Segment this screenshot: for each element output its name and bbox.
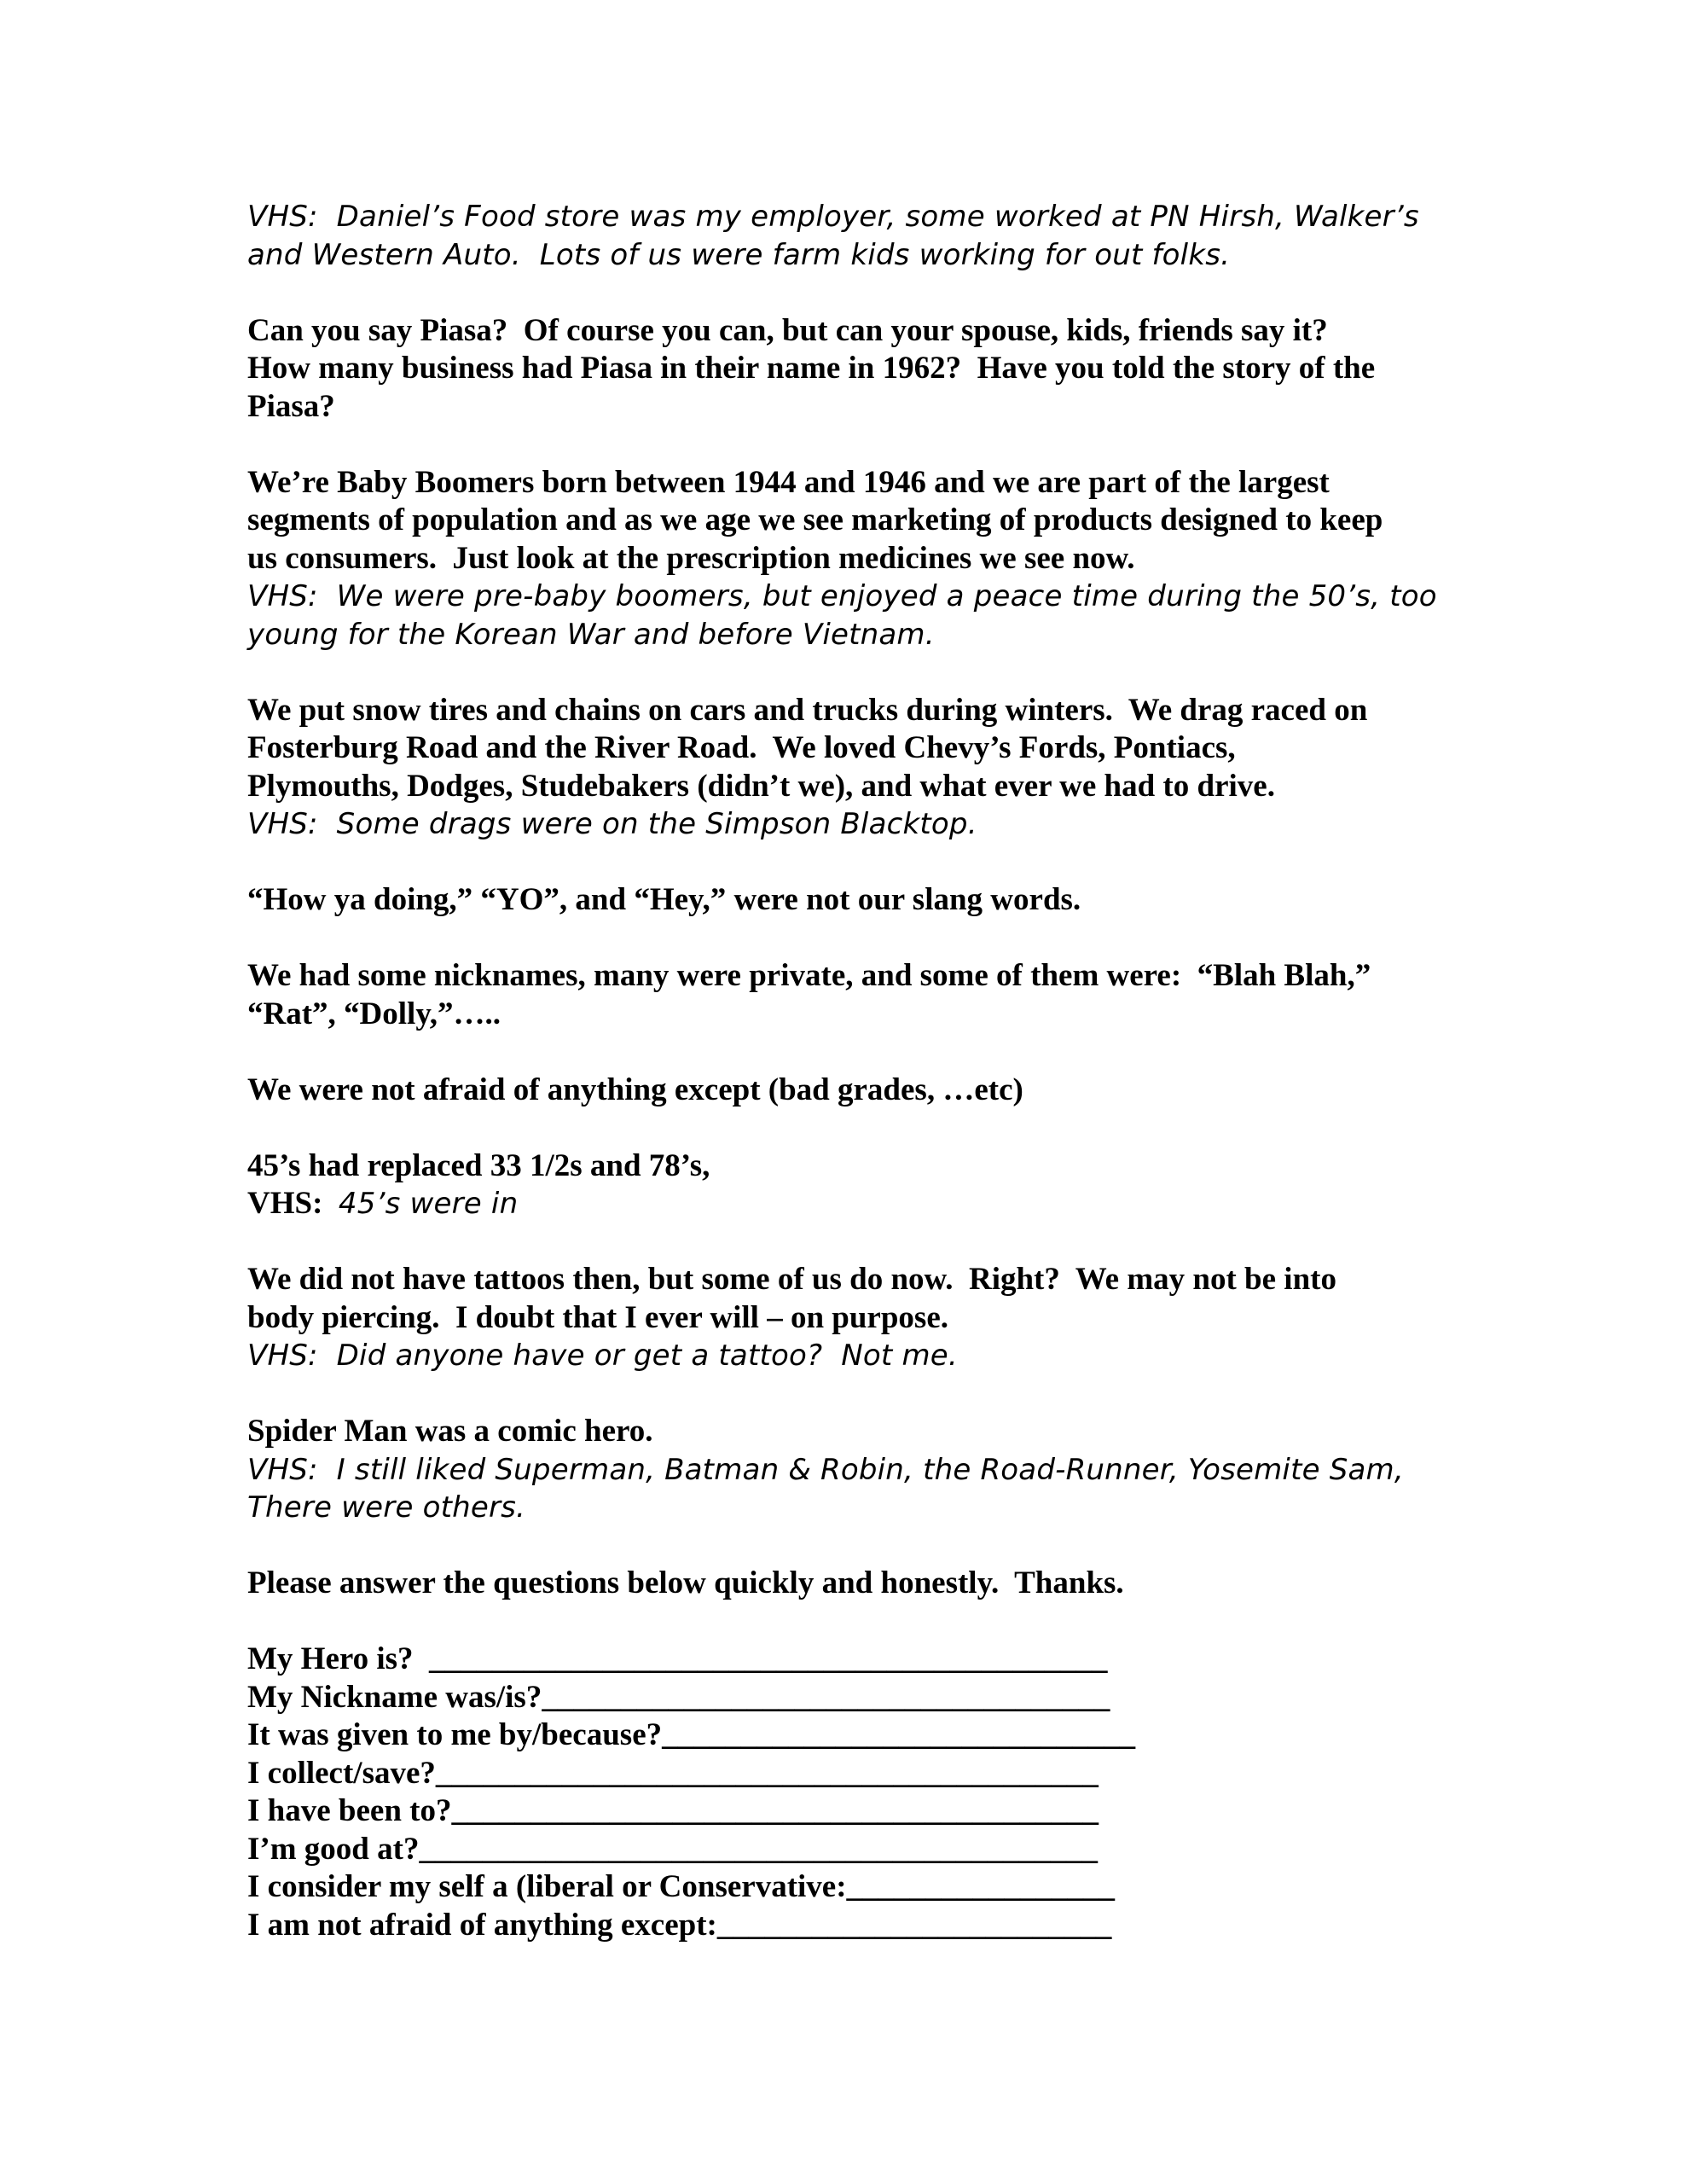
- question-been-to[interactable]: I have been to?_________________________________________: [247, 1793, 1099, 1828]
- text-line: segments of population and as we age we see marketing of products designed to keep: [247, 502, 1383, 537]
- vhs-label: VHS:: [247, 1186, 339, 1221]
- text-line: Please answer the questions below quickly and honestly. Thanks.: [247, 1565, 1124, 1600]
- text-line: How many business had Piasa in their name in 1962? Have you told the story of the: [247, 351, 1376, 386]
- text-line: There were others.: [247, 1490, 526, 1525]
- text-line: Can you say Piasa? Of course you can, but can your spouse, kids, friends say it?: [247, 312, 1328, 348]
- paragraph-tattoos: [247, 1261, 1475, 1337]
- text-line: Plymouths, Dodges, Studebakers (didn’t we), and what ever we had to drive.: [247, 768, 1275, 804]
- question-good-at[interactable]: I’m good at?___________________________________________: [247, 1831, 1098, 1867]
- document-page: [247, 198, 1475, 1944]
- vhs-note-tattoos: [247, 1337, 1475, 1375]
- question-hero[interactable]: My Hero is? ___________________________________________: [247, 1641, 1108, 1676]
- text-line: “Rat”, “Dolly,”…..: [247, 996, 501, 1031]
- text-line: We were not afraid of anything except (bad grades, …etc): [247, 1072, 1023, 1107]
- text-line: Fosterburg Road and the River Road. We loved Chevy’s Fords, Pontiacs,: [247, 730, 1236, 765]
- paragraph-baby-boomers: [247, 464, 1475, 578]
- question-nickname[interactable]: My Nickname was/is?____________________________________: [247, 1679, 1110, 1715]
- paragraph-nicknames: [247, 957, 1475, 1033]
- paragraph-afraid: [247, 1072, 1475, 1110]
- text-line: us consumers. Just look at the prescription medicines we see now.: [247, 540, 1135, 576]
- text-line: VHS: I still liked Superman, Batman & Robin, the Road-Runner, Yosemite Sam,: [247, 1452, 1404, 1487]
- question-afraid[interactable]: I am not afraid of anything except:_________________________: [247, 1907, 1112, 1943]
- text-line: We did not have tattoos then, but some of us do now. Right? We may not be into: [247, 1262, 1336, 1297]
- question-collect[interactable]: I collect/save?__________________________________________: [247, 1755, 1099, 1791]
- text-line: VHS: Daniel’s Food store was my employer, some worked at PN Hirsh, Walker’s: [247, 200, 1419, 234]
- text-line: “How ya doing,” “YO”, and “Hey,” were not our slang words.: [247, 882, 1081, 917]
- vhs-records-line: [247, 1185, 1475, 1223]
- paragraph-piasa: [247, 312, 1475, 427]
- vhs-note-boomers: [247, 578, 1475, 653]
- vhs-note-cars: [247, 805, 1475, 844]
- vhs-note-daniels: [247, 198, 1475, 274]
- vhs-note-heroes: [247, 1451, 1475, 1527]
- text-line: VHS: Did anyone have or get a tattoo? Not me.: [247, 1339, 958, 1373]
- text-line: VHS: Some drags were on the Simpson Blacktop.: [247, 807, 977, 841]
- paragraph-spiderman: [247, 1413, 1475, 1451]
- text-line: Spider Man was a comic hero.: [247, 1414, 653, 1449]
- text-line: Piasa?: [247, 388, 335, 424]
- vhs-records-note: 45’s were in: [338, 1187, 519, 1221]
- text-line: body piercing. I doubt that I ever will – on purpose.: [247, 1299, 949, 1335]
- text-line: We’re Baby Boomers born between 1944 and 1946 and we are part of the largest: [247, 464, 1330, 500]
- text-line: 45’s had replaced 33 1/2s and 78’s,: [247, 1147, 710, 1183]
- paragraph-slang: [247, 881, 1475, 920]
- text-line: We put snow tires and chains on cars and trucks during winters. We drag raced on: [247, 692, 1368, 728]
- text-line: young for the Korean War and before Vietnam.: [247, 617, 935, 652]
- text-line: VHS: We were pre-baby boomers, but enjoyed a peace time during the 50’s, too: [247, 579, 1437, 613]
- paragraph-cars: [247, 692, 1475, 806]
- instructions: [247, 1565, 1475, 1603]
- text-line: and Western Auto. Lots of us were farm kids working for out folks.: [247, 237, 1231, 272]
- questionnaire: [247, 1641, 1475, 1944]
- paragraph-records: [247, 1147, 1475, 1223]
- question-political[interactable]: I consider my self a (liberal or Conservative:_________________: [247, 1869, 1116, 1904]
- question-given-by[interactable]: It was given to me by/because?______________________________: [247, 1717, 1136, 1752]
- text-line: We had some nicknames, many were private, and some of them were: “Blah Blah,”: [247, 958, 1371, 993]
